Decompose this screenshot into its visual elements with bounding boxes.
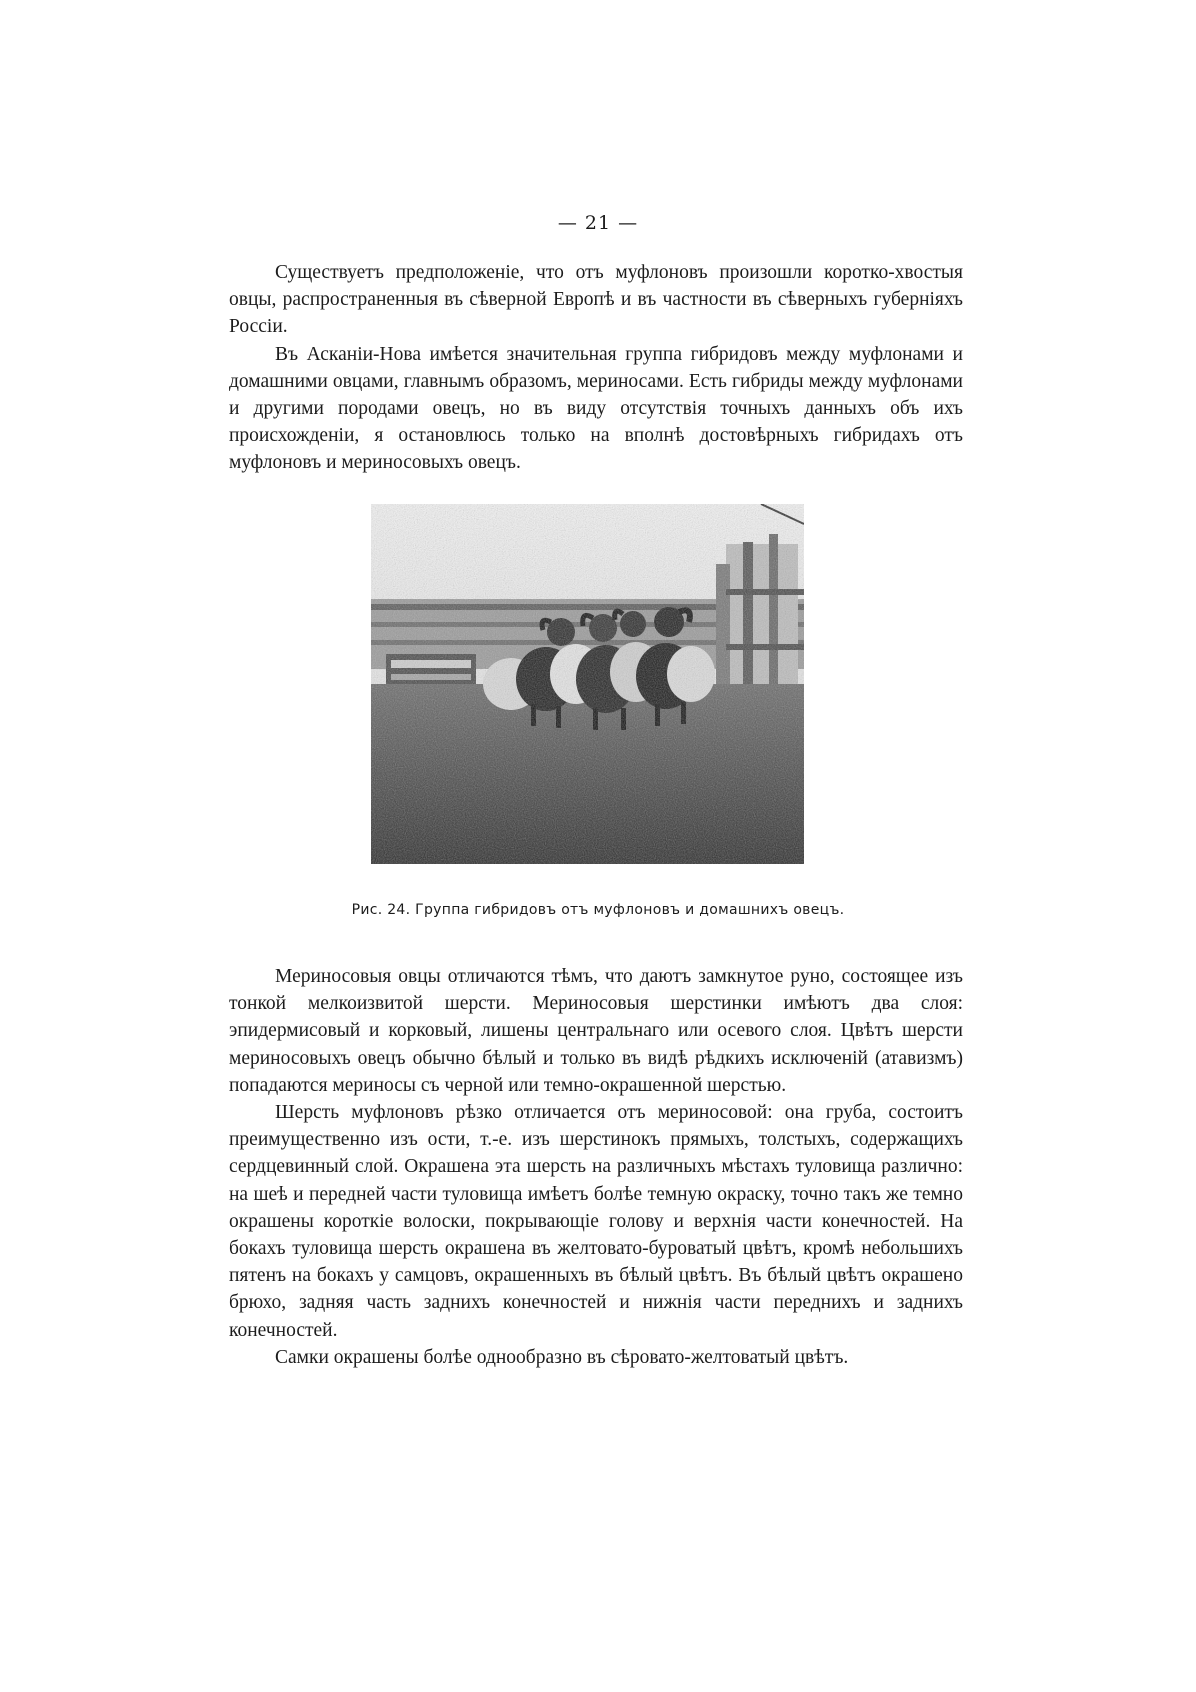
paragraph: Мериносовыя овцы отличаются тѣмъ, что даютъ замкнутое руно, состоящее изъ тонкой мелкоизвитой шерсти. Мериносовыя шерстинки имѣютъ два слоя: эпидермисовый и корковый, лишены центральнаго или осевого слоя. Цвѣтъ шерсти мериносовыхъ овецъ обычно бѣлый и только въ видѣ рѣдкихъ исключенiй (атавизмъ) попадаются мериносы съ черной или темно-окрашенной шерстью. bbox=[229, 966, 963, 1096]
paragraph: Существуетъ предположенiе, что отъ муфлоновъ произошли коротко-хвостыя овцы, распространенныя въ сѣверной Европѣ и въ частности въ сѣверныхъ губернiяхъ Россiи. bbox=[229, 262, 963, 338]
text-block-bottom bbox=[229, 963, 963, 1371]
paragraph: Шерсть муфлоновъ рѣзко отличается отъ мериносовой: она груба, состоитъ преимущественно изъ ости, т.-е. изъ шерстинокъ прямыхъ, толстыхъ, содержащихъ сердцевинный слой. Окрашена эта шерсть на различныхъ мѣстахъ туловища различно: на шеѣ и передней части туловища имѣетъ болѣе темную окраску, точно такъ же темно окрашены короткiе волоски, покрывающiе голову и верхнiя части конечностей. На бокахъ туловища шерсть окрашена въ желтовато-буроватый цвѣтъ, кромѣ небольшихъ пятенъ на бокахъ у самцовъ, окрашенныхъ въ бѣлый цвѣтъ. Въ бѣлый цвѣтъ окрашено брюхо, задняя часть заднихъ конечностей и нижнiя части переднихъ и заднихъ конечностей. bbox=[229, 1102, 963, 1341]
page-number: — 21 — bbox=[557, 212, 639, 234]
figure-caption: Рис. 24. Группа гибридовъ отъ муфлоновъ и домашнихъ овецъ. bbox=[351, 902, 845, 918]
photo-illustration bbox=[371, 504, 804, 864]
paragraph: Самки окрашены болѣе однообразно въ сѣровато-желтоватый цвѣтъ. bbox=[275, 1346, 849, 1368]
text-block-top bbox=[229, 259, 963, 477]
paragraph: Въ Асканiи-Нова имѣется значительная группа гибридовъ между муфлонами и домашними овцами, главнымъ образомъ, мериносами. Есть гибриды между муфлонами и другими породами овецъ, но въ виду отсутствiя точныхъ данныхъ объ ихъ происхожденiи, я остановлюсь только на вполнѣ достовѣрныхъ гибридахъ отъ муфлоновъ и мериносовыхъ овецъ. bbox=[229, 343, 963, 474]
photo-hybrid-sheep bbox=[371, 504, 804, 864]
